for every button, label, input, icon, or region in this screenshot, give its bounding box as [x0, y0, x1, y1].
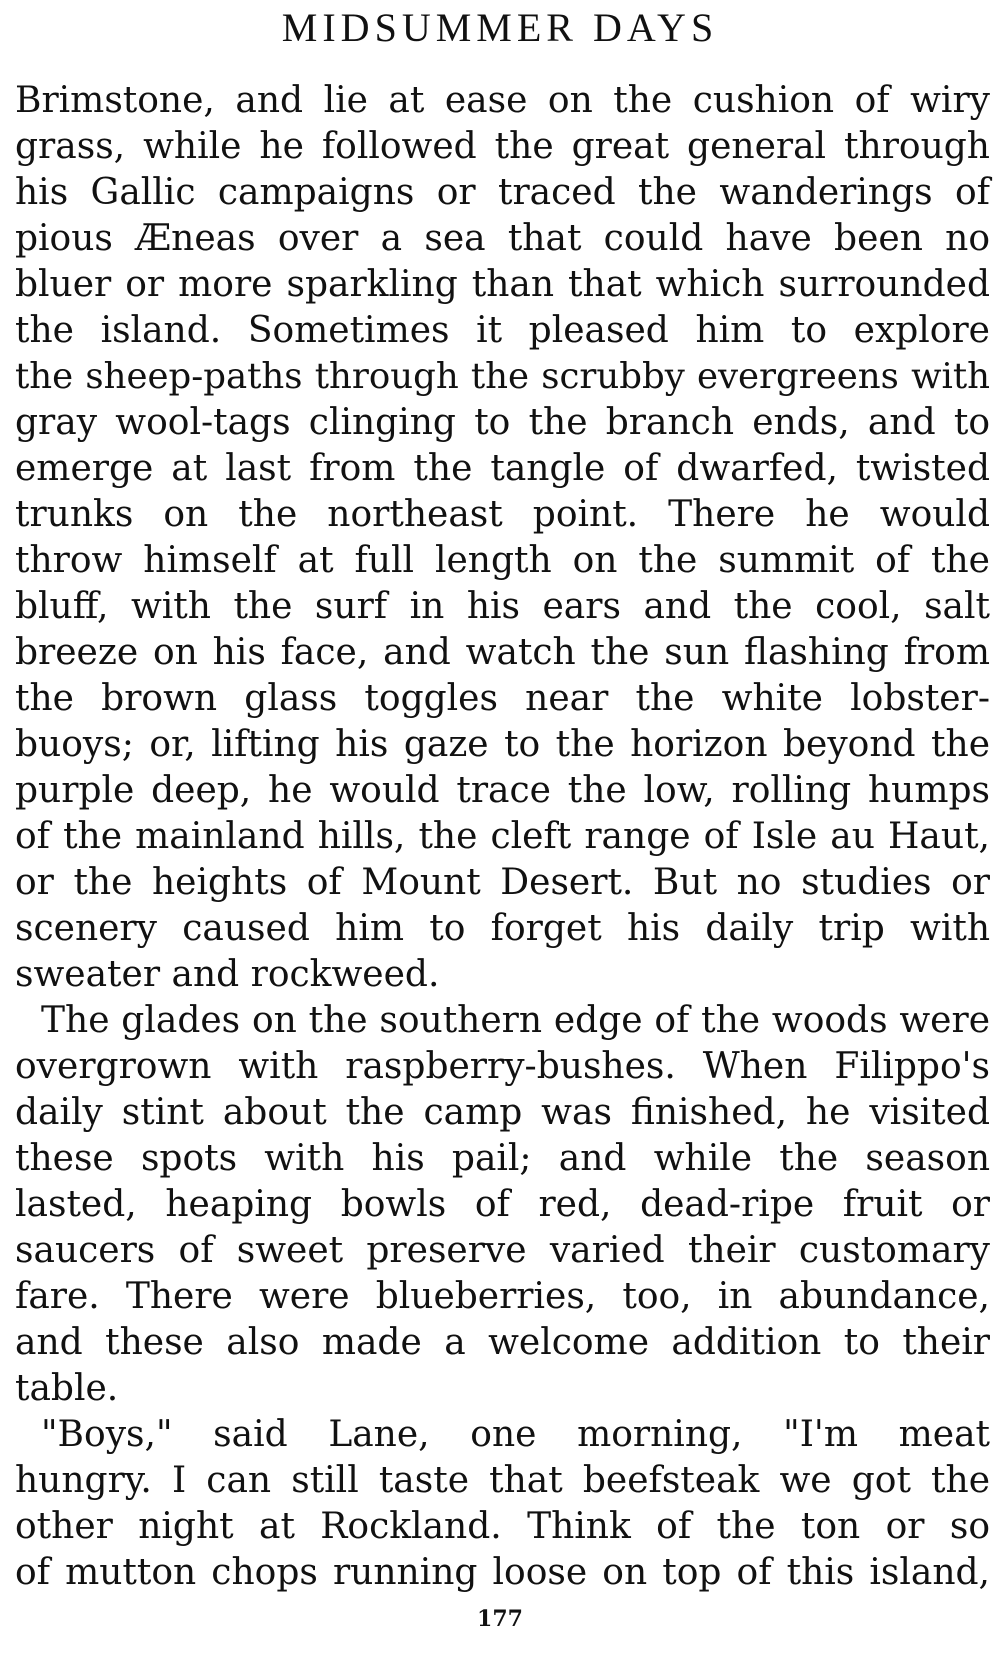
- text-line: of the mainland hills, the cleft range of Isle au Haut,: [15, 816, 990, 857]
- text-line: his Gallic campaigns or traced the wanderings of: [15, 172, 990, 213]
- text-line: bluff, with the surf in his ears and the cool, salt: [15, 586, 990, 627]
- text-line: "Boys," said Lane, one morning, "I'm meat: [41, 1414, 990, 1455]
- text-line: of mutton chops running loose on top of this island,: [15, 1552, 990, 1593]
- text-line: hungry. I can still taste that beefsteak we got the: [15, 1460, 990, 1501]
- text-line: trunks on the northeast point. There he would: [15, 494, 990, 535]
- running-head: MIDSUMMER DAYS: [281, 5, 719, 50]
- text-line: The glades on the southern edge of the woods were: [41, 1000, 990, 1041]
- text-line: fare. There were blueberries, too, in abundance,: [15, 1276, 990, 1317]
- paragraph: [15, 998, 990, 1412]
- text-line: gray wool-tags clinging to the branch ends, and to: [15, 402, 990, 443]
- text-line: saucers of sweet preserve varied their customary: [15, 1230, 990, 1271]
- text-line: the sheep-paths through the scrubby evergreens with: [15, 356, 990, 397]
- text-line: Brimstone, and lie at ease on the cushion of wiry: [15, 80, 990, 121]
- text-line: breeze on his face, and watch the sun flashing from: [15, 632, 990, 673]
- text-line: purple deep, he would trace the low, rolling humps: [15, 770, 990, 811]
- text-line: the brown glass toggles near the white lobster-: [15, 678, 990, 719]
- text-line: daily stint about the camp was finished, he visited: [15, 1092, 990, 1133]
- text-line: table.: [15, 1368, 119, 1409]
- text-line: the island. Sometimes it pleased him to explore: [15, 310, 990, 351]
- text-line: these spots with his pail; and while the season: [15, 1138, 990, 1179]
- paragraph: [15, 1412, 990, 1596]
- text-line: lasted, heaping bowls of red, dead-ripe fruit or: [15, 1184, 990, 1225]
- text-line: sweater and rockweed.: [15, 954, 440, 995]
- text-line: buoys; or, lifting his gaze to the horizon beyond the: [15, 724, 990, 765]
- text-line: grass, while he followed the great general through: [15, 126, 990, 167]
- page-number: 177: [477, 1606, 523, 1632]
- text-line: throw himself at full length on the summit of the: [15, 540, 990, 581]
- text-line: other night at Rockland. Think of the ton or so: [15, 1506, 990, 1547]
- text-line: or the heights of Mount Desert. But no studies or: [15, 862, 990, 903]
- paragraph: [15, 78, 990, 998]
- text-line: emerge at last from the tangle of dwarfed, twisted: [15, 448, 990, 489]
- body-text: [15, 78, 990, 1596]
- text-line: and these also made a welcome addition to their: [15, 1322, 990, 1363]
- text-line: scenery caused him to forget his daily trip with: [15, 908, 990, 949]
- text-line: overgrown with raspberry-bushes. When Filippo's: [15, 1046, 990, 1087]
- text-line: pious Æneas over a sea that could have been no: [15, 218, 990, 259]
- text-line: bluer or more sparkling than that which surrounded: [15, 264, 990, 305]
